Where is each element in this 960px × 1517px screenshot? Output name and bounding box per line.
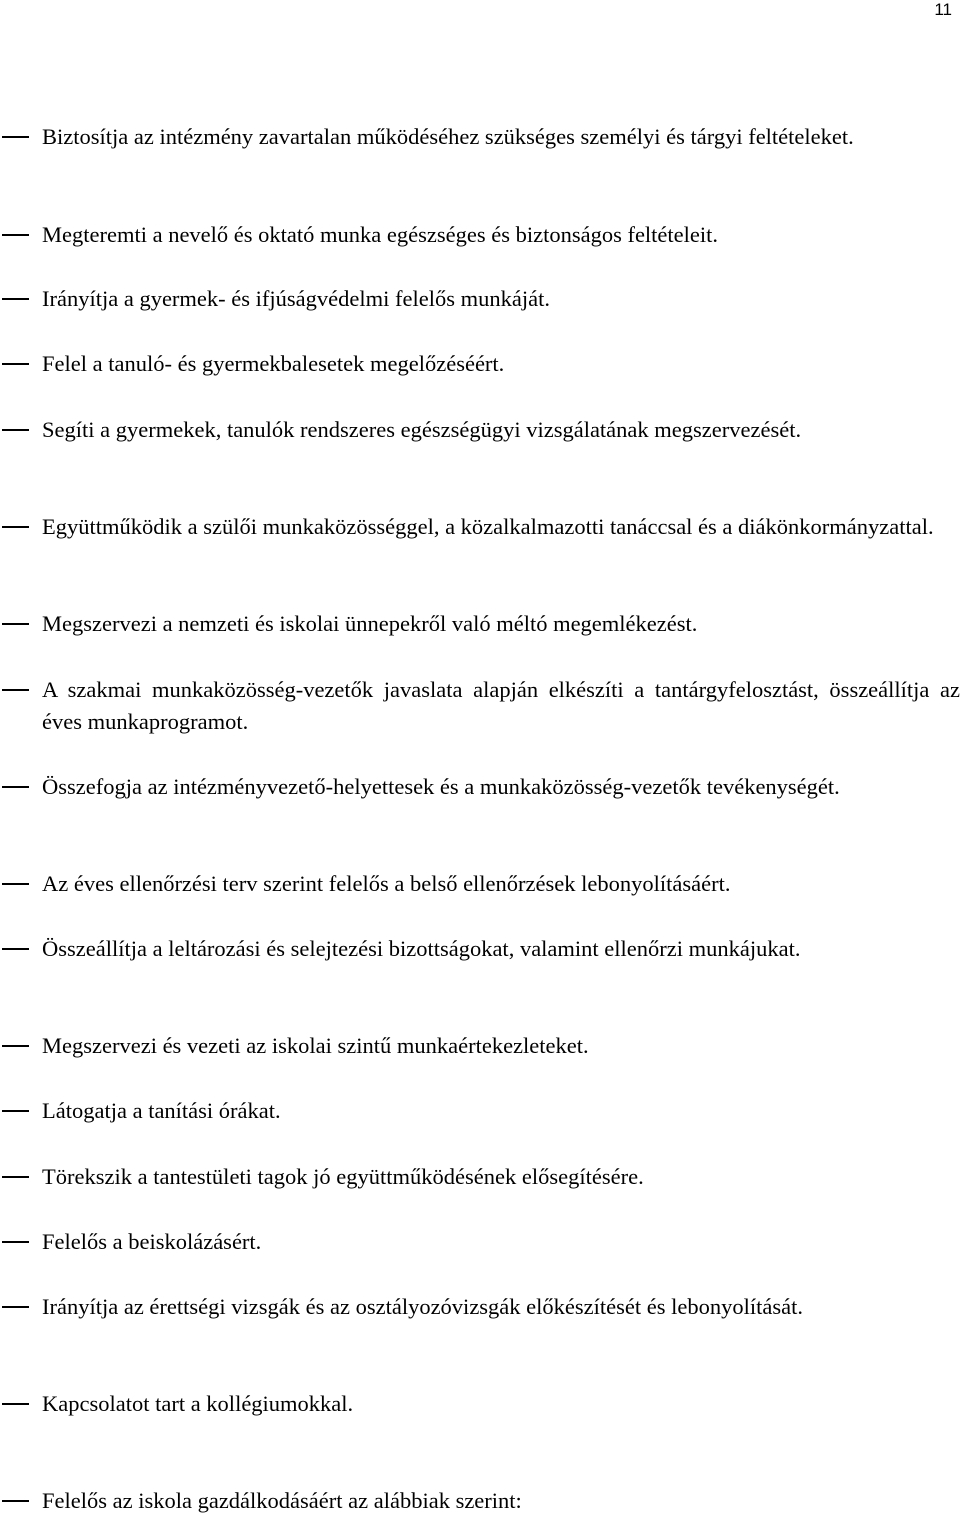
dash-bullet-icon (0, 511, 30, 543)
list-item (0, 868, 960, 900)
list-item-text: Megszervezi és vezeti az iskolai szintű munkaértekezleteket. (42, 1033, 589, 1058)
list-item (0, 1030, 960, 1062)
dash-bullet-icon (0, 414, 30, 446)
dash-bullet-icon (0, 1291, 30, 1323)
list-item-text: Felelős a beiskolázásért. (42, 1229, 262, 1254)
list-item-text: Az éves ellenőrzési terv szerint felelős a belső ellenőrzések lebonyolításáért. (42, 871, 731, 896)
dash-bullet-icon (0, 219, 30, 251)
list-item (0, 933, 960, 965)
list-item-text: Megszervezi a nemzeti és iskolai ünnepekről való méltó megemlékezést. (42, 611, 698, 636)
list-item-text: Összefogja az intézményvezető-helyettesek és a munkaközösség-vezetők tevékenységét. (42, 774, 840, 799)
list-item (0, 771, 960, 803)
list-item (0, 348, 960, 380)
list-item-text: Irányítja az érettségi vizsgák és az osztályozóvizsgák előkészítését és lebonyolítását. (42, 1294, 803, 1319)
dash-bullet-icon (0, 1095, 30, 1127)
list-item-text: Segíti a gyermekek, tanulók rendszeres egészségügyi vizsgálatának megszervezését. (42, 417, 802, 442)
list-item-text: Törekszik a tantestületi tagok jó együttműködésének elősegítésére. (42, 1164, 644, 1189)
list-item (0, 414, 960, 446)
list-item (0, 283, 960, 315)
dash-bullet-icon (0, 1161, 30, 1193)
list-item (0, 121, 960, 153)
dash-bullet-icon (0, 348, 30, 380)
list-item (0, 1095, 960, 1127)
list-item (0, 219, 960, 251)
list-item-text: Biztosítja az intézmény zavartalan működéséhez szükséges személyi és tárgyi feltételeket. (42, 124, 854, 149)
list-item-text: Látogatja a tanítási órákat. (42, 1098, 281, 1123)
page-number: 11 (934, 0, 952, 19)
dash-bullet-icon (0, 1226, 30, 1258)
dash-bullet-icon (0, 1388, 30, 1420)
dash-bullet-icon (0, 771, 30, 803)
dash-bullet-icon (0, 933, 30, 965)
dash-bullet-icon (0, 1485, 30, 1517)
list-item-text: Együttműködik a szülői munkaközösséggel, a közalkalmazotti tanáccsal és a diákönkormányzattal. (42, 514, 934, 539)
list-item-text: Összeállítja a leltározási és selejtezési bizottságokat, valamint ellenőrzi munkájukat. (42, 936, 801, 961)
list-item (0, 608, 960, 640)
list-item (0, 511, 960, 543)
list-item (0, 1161, 960, 1193)
list-item (0, 1388, 960, 1420)
list-item (0, 1485, 960, 1517)
dash-bullet-icon (0, 674, 30, 706)
dash-bullet-icon (0, 1030, 30, 1062)
dash-bullet-icon (0, 868, 30, 900)
list-item-text: Felel a tanuló- és gyermekbalesetek megelőzéséért. (42, 351, 505, 376)
list-item-text: Kapcsolatot tart a kollégiumokkal. (42, 1391, 354, 1416)
dash-bullet-icon (0, 608, 30, 640)
list-item (0, 1291, 960, 1323)
list-item (0, 674, 960, 738)
list-item (0, 1226, 960, 1258)
list-item-text: A szakmai munkaközösség-vezetők javaslata alapján elkészíti a tantárgyfelosztást, összeállítja az éves munkaprogramot. (42, 677, 960, 734)
dash-bullet-icon (0, 121, 30, 153)
dash-bullet-icon (0, 283, 30, 315)
list-item-text: Irányítja a gyermek- és ifjúságvédelmi felelős munkáját. (42, 286, 550, 311)
list-item-text: Felelős az iskola gazdálkodásáért az alábbiak szerint: (42, 1488, 522, 1513)
list-item-text: Megteremti a nevelő és oktató munka egészséges és biztonságos feltételeit. (42, 222, 719, 247)
